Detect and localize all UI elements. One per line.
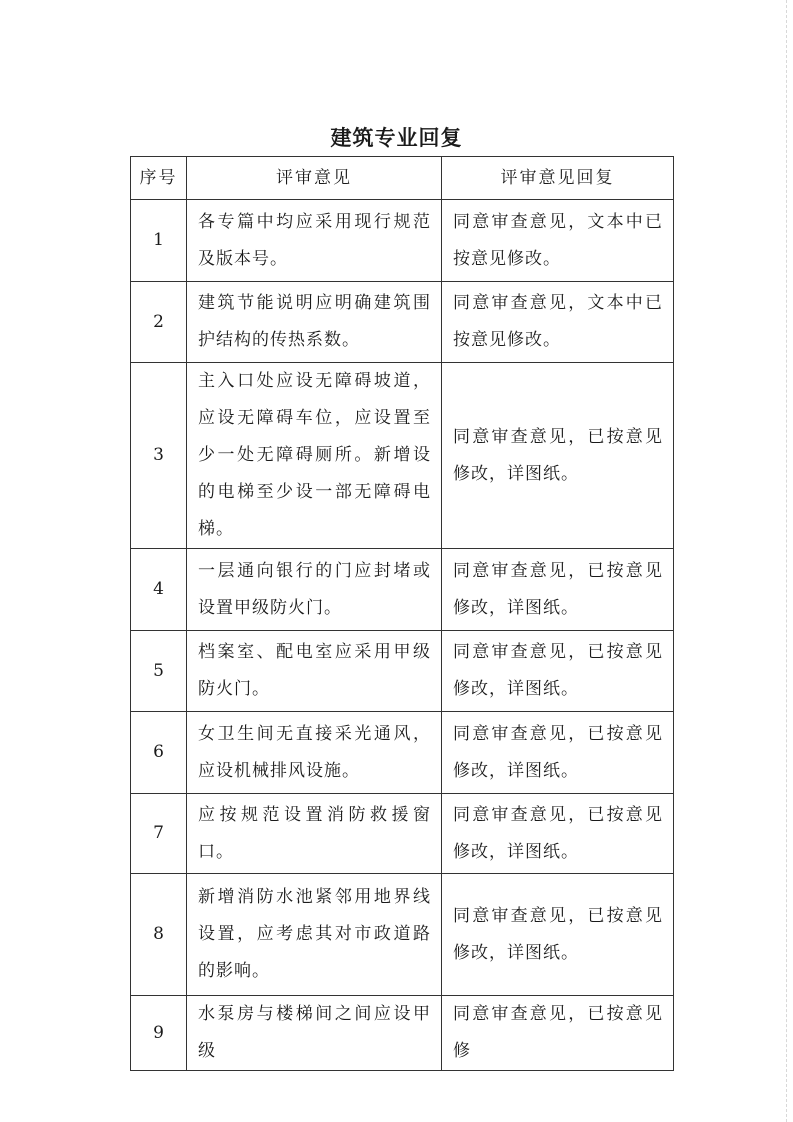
table-row (131, 712, 674, 794)
row-opinion: 各专篇中均应采用现行规范及版本号。 (187, 200, 442, 282)
review-table (130, 156, 674, 1071)
row-reply: 同意审查意见，已按意见修改，详图纸。 (442, 631, 674, 712)
row-seq: 5 (131, 631, 187, 712)
row-seq: 3 (131, 363, 187, 549)
row-opinion: 一层通向银行的门应封堵或设置甲级防火门。 (187, 549, 442, 631)
row-opinion: 主入口处应设无障碍坡道，应设无障碍车位，应设置至少一处无障碍厕所。新增设的电梯至少设一部无障碍电梯。 (187, 363, 442, 549)
row-reply: 同意审查意见，文本中已按意见修改。 (442, 282, 674, 363)
header-opinion: 评审意见 (187, 157, 442, 200)
table-row (131, 631, 674, 712)
row-seq: 4 (131, 549, 187, 631)
row-opinion: 应按规范设置消防救援窗口。 (187, 794, 442, 874)
table-row (131, 200, 674, 282)
row-seq: 9 (131, 996, 187, 1071)
table-row (131, 794, 674, 874)
row-seq: 7 (131, 794, 187, 874)
row-opinion: 水泵房与楼梯间之间应设甲级 (187, 996, 442, 1071)
row-reply: 同意审查意见，文本中已按意见修改。 (442, 200, 674, 282)
header-reply: 评审意见回复 (442, 157, 674, 200)
row-opinion: 建筑节能说明应明确建筑围护结构的传热系数。 (187, 282, 442, 363)
table-row (131, 363, 674, 549)
row-opinion: 新增消防水池紧邻用地界线设置，应考虑其对市政道路的影响。 (187, 874, 442, 996)
row-opinion: 女卫生间无直接采光通风，应设机械排风设施。 (187, 712, 442, 794)
row-reply: 同意审查意见，已按意见修改，详图纸。 (442, 363, 674, 549)
row-reply: 同意审查意见，已按意见修改，详图纸。 (442, 874, 674, 996)
header-seq: 序号 (131, 157, 187, 200)
row-seq: 2 (131, 282, 187, 363)
row-reply: 同意审查意见，已按意见修改，详图纸。 (442, 794, 674, 874)
table-row (131, 996, 674, 1071)
page-edge-line (785, 0, 787, 1122)
document-title: 建筑专业回复 (330, 126, 463, 150)
table-row (131, 549, 674, 631)
row-reply: 同意审查意见，已按意见修改，详图纸。 (442, 549, 674, 631)
row-seq: 1 (131, 200, 187, 282)
table-row (131, 282, 674, 363)
table-header-row (131, 157, 674, 200)
table-row (131, 874, 674, 996)
row-seq: 6 (131, 712, 187, 794)
row-reply: 同意审查意见，已按意见修改，详图纸。 (442, 712, 674, 794)
row-reply: 同意审查意见，已按意见修 (442, 996, 674, 1071)
row-seq: 8 (131, 874, 187, 996)
row-opinion: 档案室、配电室应采用甲级防火门。 (187, 631, 442, 712)
